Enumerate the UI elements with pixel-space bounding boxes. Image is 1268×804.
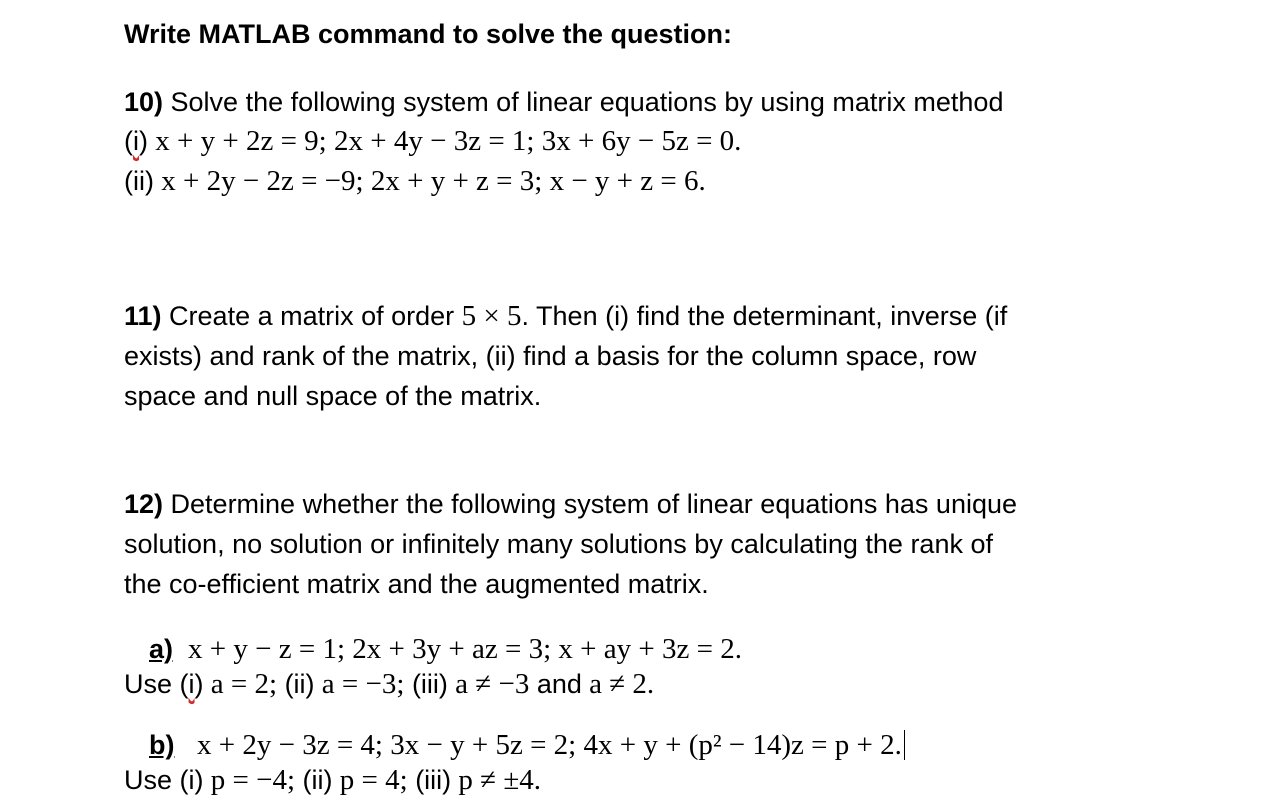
question-12-line-2: solution, no solution or infinitely many solutions by calculating the rank of [124,529,993,559]
question-number: 12) [124,489,164,519]
question-number: 10) [124,87,164,117]
use-ii-label: (ii) [295,765,333,795]
question-12a-use [124,666,654,702]
use-ii-eq: p = 4; [332,764,408,796]
use-iii-eq: p ≠ ±4. [451,764,542,796]
question-text: Create a matrix of order [161,301,462,331]
use-i-eq: p = −4; [203,764,296,796]
question-12a-equations [149,631,742,667]
question-text: . Then (i) find the determinant, inverse (if [521,301,1008,331]
question-text: Determine whether the following system of linear equations has unique [163,489,1018,519]
question-10 [124,84,1003,120]
question-11-line-3: space and null space of the matrix. [124,381,542,411]
use-and-eq: a ≠ 2. [581,668,655,700]
equation-system: x + y − z = 1; 2x + 3y + az = 3; x + ay + 3z = 2. [188,633,742,665]
page-heading: Write MATLAB command to solve the question: [124,19,733,49]
use-i-close: ) [194,669,204,699]
question-12b-use [124,762,541,798]
use-iii-label: (iii) [404,669,448,699]
question-11-line-2: exists) and rank of the matrix, (ii) find a basis for the column space, row [124,341,977,371]
part-label-close: ) [139,126,148,156]
use-i-roman: i [188,669,195,699]
equation-system: x + y + 2z = 9; 2x + 4y − 3z = 1; 3x + 6y − 5z = 0. [148,125,742,157]
use-ii-eq: a = −3; [314,668,405,700]
question-12-line-1 [124,486,1017,522]
part-label-open: ( [124,126,133,156]
question-text: Solve the following system of linear equations by using matrix method [163,87,1004,117]
text-cursor [904,730,905,760]
use-and: and [529,669,582,699]
use-i-label: Use (i) [124,765,204,795]
part-label-roman: i [133,126,139,156]
question-10-part-i [124,123,741,159]
use-prefix: Use ( [124,669,189,699]
use-ii-label: (ii) [277,669,315,699]
use-iii-eq: a ≠ −3 [447,668,530,700]
equation-system: x + 2y − 2z = −9; 2x + y + z = 3; x − y + z = 6. [153,165,706,197]
question-12b-equations [149,727,905,763]
question-11-line-1 [124,298,1007,334]
use-iii-label: (iii) [407,765,452,795]
question-10-part-ii [124,163,706,199]
subpart-label: a) [149,634,174,664]
equation-system: x + 2y − 3z = 4; 3x − y + 5z = 2; 4x + y + (p² − 14)z = p + 2. [197,729,902,761]
part-label: (ii) [124,166,154,196]
question-12-line-3: the co-efficient matrix and the augmented matrix. [124,569,709,599]
use-i-eq: a = 2; [203,668,278,700]
question-number: 11) [124,301,162,331]
subpart-label: b) [149,730,175,760]
matrix-order: 5 × 5 [461,300,522,332]
